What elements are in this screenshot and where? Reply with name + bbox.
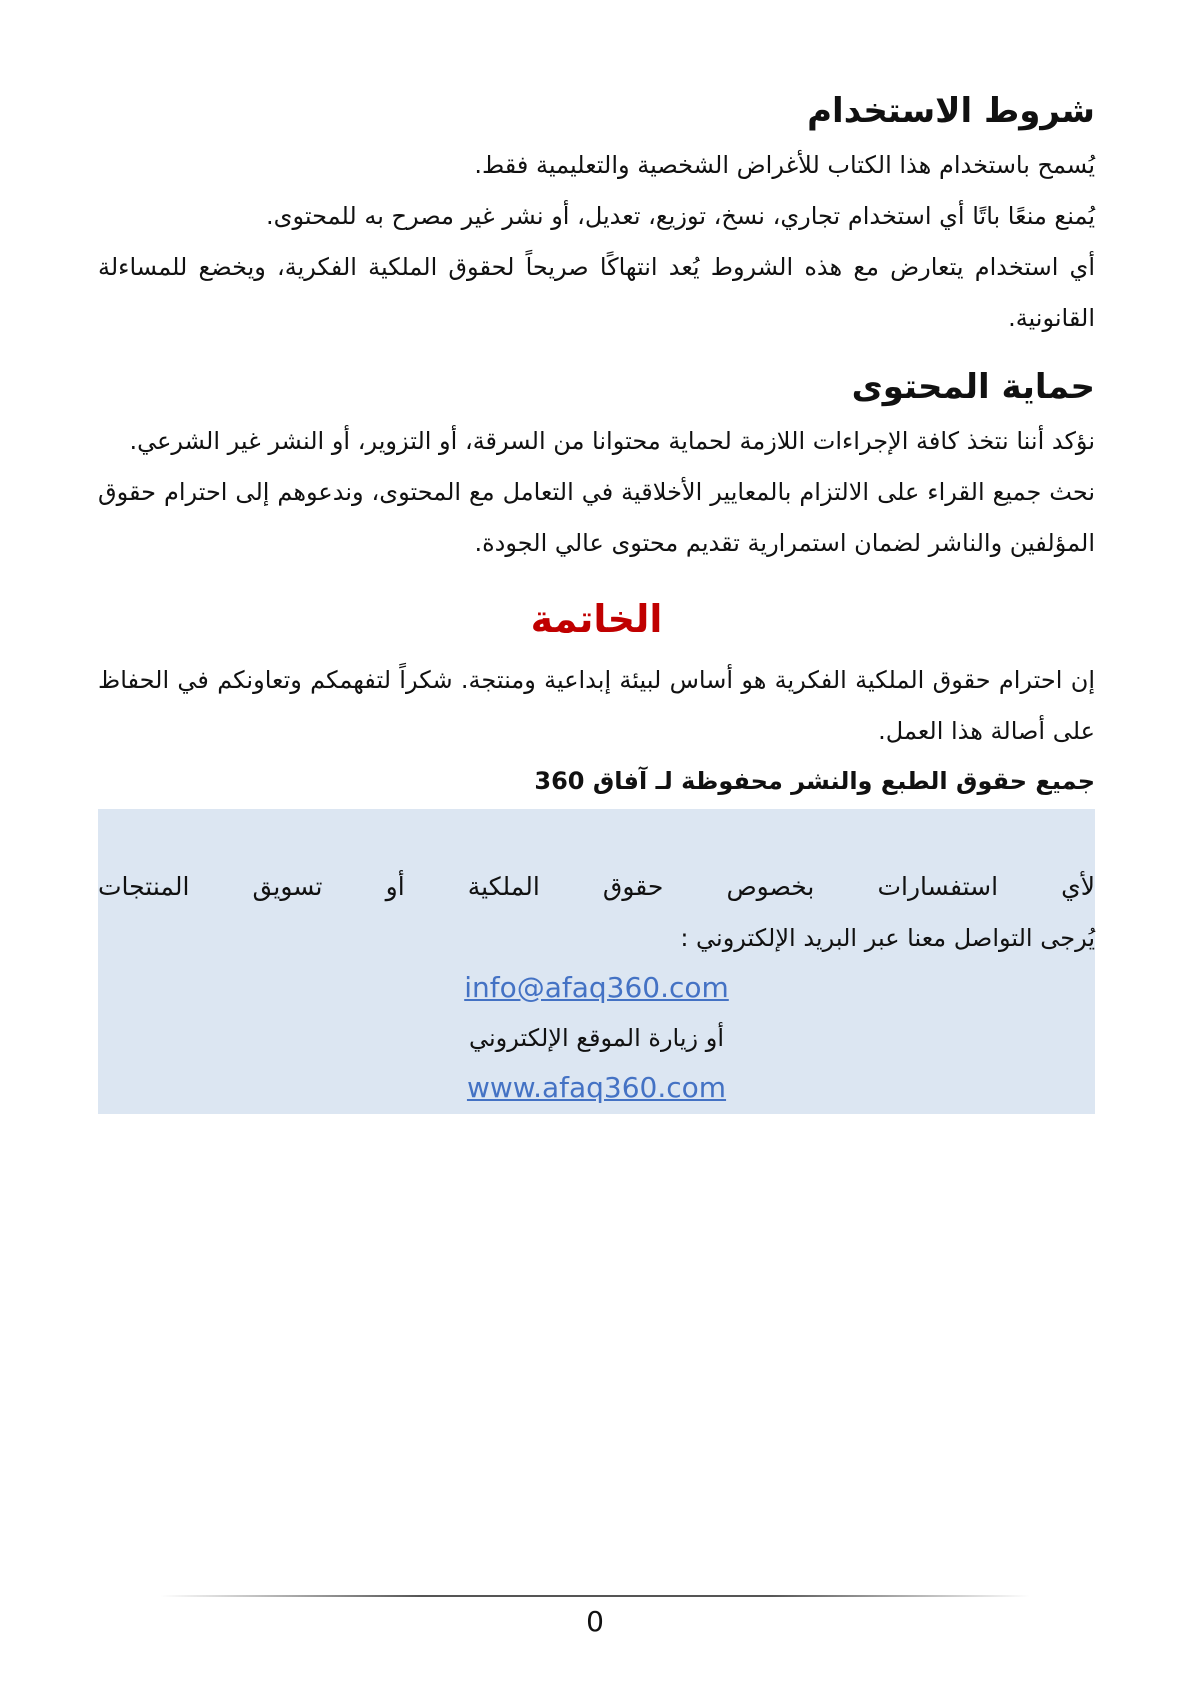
conclusion-text: إن احترام حقوق الملكية الفكرية هو أساس لبيئة إبداعية ومنتجة. شكراً لتفهمكم وتعاونكم في الحفاظ على أصالة هذا العمل. [98,666,1095,745]
protection-line-2: نحث جميع القراء على الالتزام بالمعايير الأخلاقية في التعامل مع المحتوى، وندعوهم إلى احترام حقوق المؤلفين والناشر لضمان استمرارية تقديم محتوى عالي الجودة. [98,478,1095,557]
page-number: 0 [586,1605,604,1638]
footer-divider [160,1595,1030,1597]
protection-section [98,358,1095,569]
inquiry-text: لأي استفسارات بخصوص حقوق الملكية أو تسويق المنتجات [98,872,1095,901]
terms-heading: شروط الاستخدام [807,91,1095,131]
conclusion-heading: الخاتمة [530,597,663,641]
terms-line-3: أي استخدام يتعارض مع هذه الشروط يُعد انتهاكًا صريحاً لحقوق الملكية الفكرية، ويخضع للمساءلة القانونية. [98,253,1095,332]
copyright-notice: جميع حقوق الطبع والنشر محفوظة لـ آفاق 360 [534,767,1095,795]
terms-section [98,82,1095,344]
website-link[interactable]: www.afaq360.com [466,1071,727,1104]
document-page [98,82,1095,1114]
email-prompt: يُرجى التواصل معنا عبر البريد الإلكتروني : [680,924,1095,952]
email-link[interactable]: info@afaq360.com [464,971,729,1004]
protection-heading: حماية المحتوى [851,367,1095,407]
conclusion-section [98,583,1095,805]
terms-line-1: يُسمح باستخدام هذا الكتاب للأغراض الشخصية والتعليمية فقط. [474,151,1095,179]
terms-line-2: يُمنع منعًا باتًا أي استخدام تجاري، نسخ، توزيع، تعديل، أو نشر غير مصرح به للمحتوى. [266,202,1095,230]
visit-website-label: أو زيارة الموقع الإلكتروني [468,1024,725,1052]
contact-box [98,809,1095,1114]
protection-line-1: نؤكد أننا نتخذ كافة الإجراءات اللازمة لحماية محتوانا من السرقة، أو التزوير، أو النشر غير الشرعي. [129,427,1095,455]
